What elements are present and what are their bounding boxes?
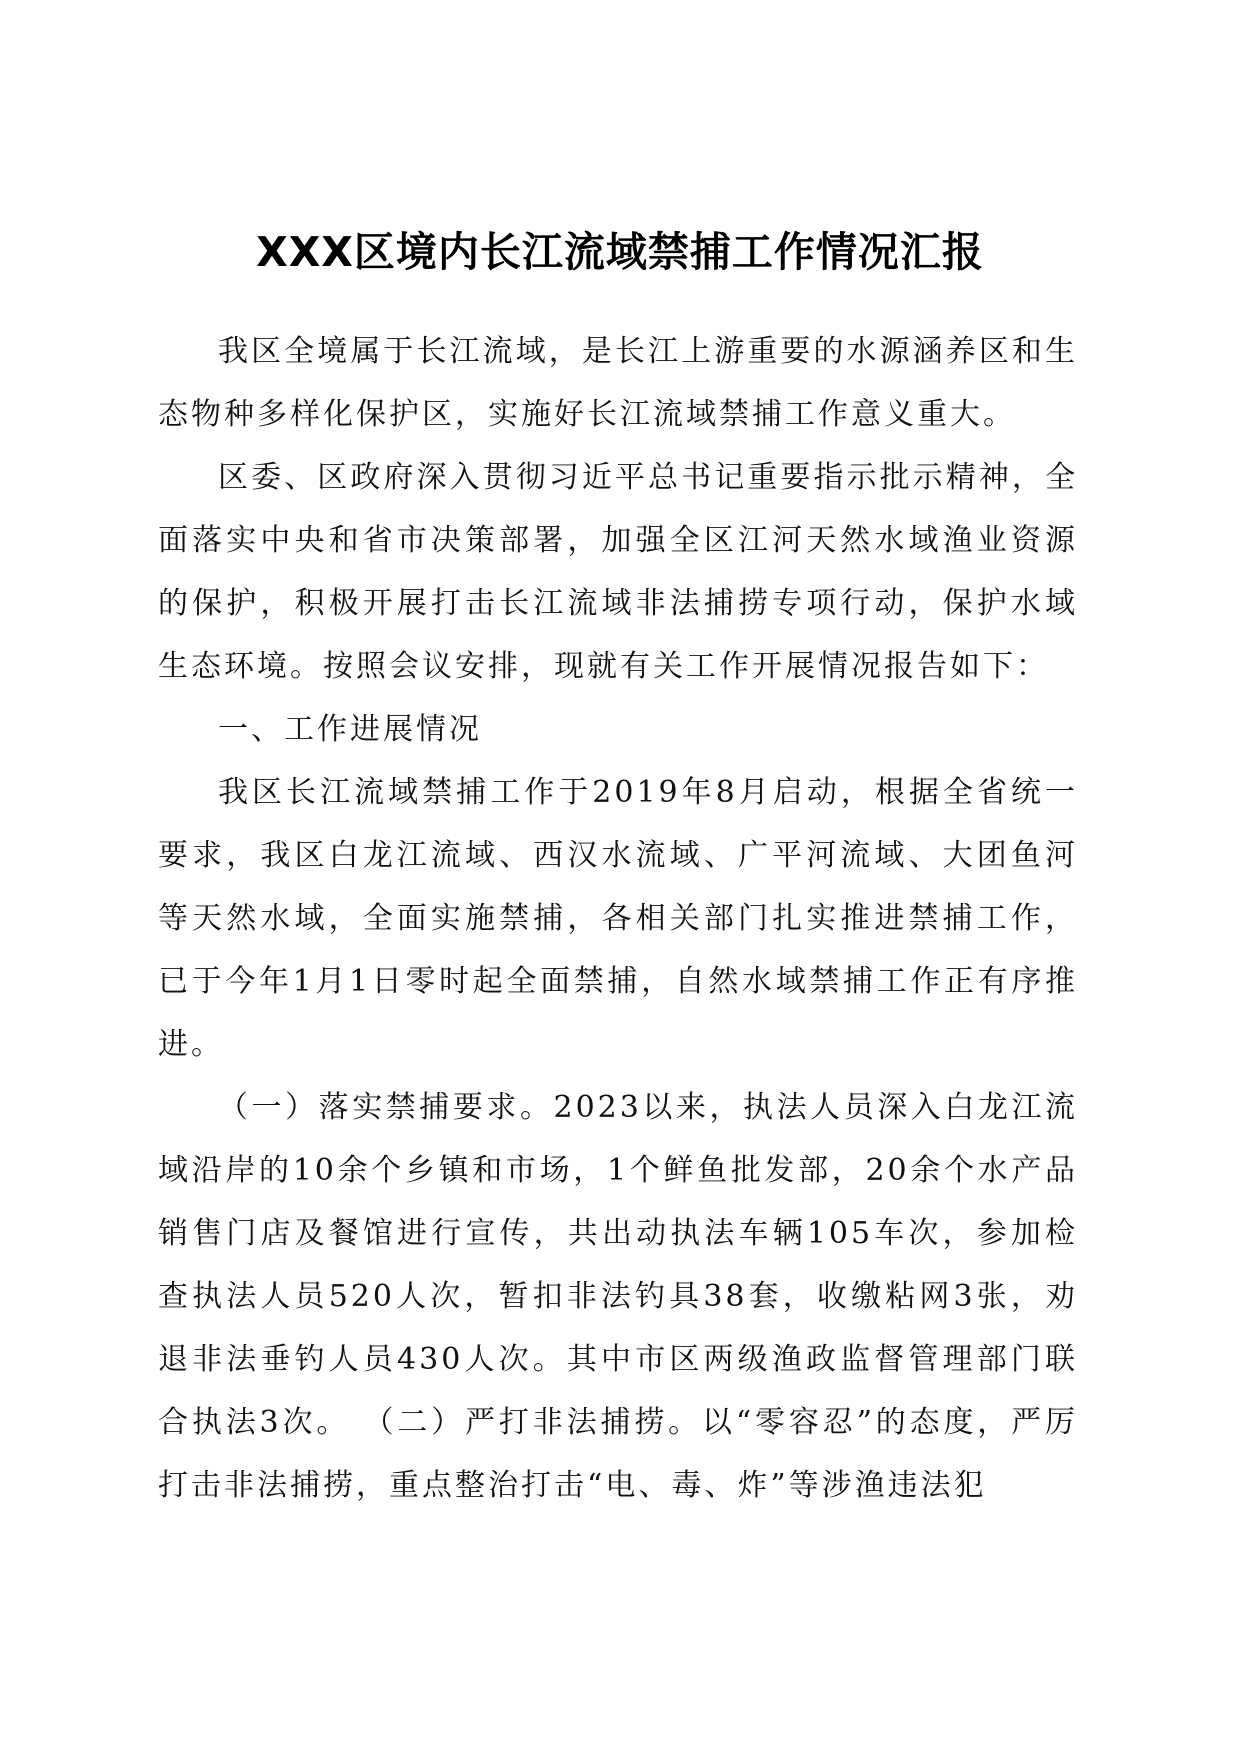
section-heading-progress: 一、工作进展情况: [218, 712, 482, 747]
paragraph-progress: 我区长江流域禁捕工作于2019年8月启动，根据全省统一要求，我区白龙江流域、西汉水流域、广平河流域、大团鱼河等天然水域，全面实施禁捕，各相关部门扎实推进禁捕工作，已于今年1月1日零时起全面禁捕，自然水域禁捕工作正有序推进。: [158, 775, 1078, 1062]
paragraph-overview: 区委、区政府深入贯彻习近平总书记重要指示批示精神，全面落实中央和省市决策部署，加强全区江河天然水域渔业资源的保护，积极开展打击长江流域非法捕捞专项行动，保护水域生态环境。按照会议安排，现就有关工作开展情况报告如下：: [158, 460, 1078, 684]
paragraph-intro: 我区全境属于长江流域，是长江上游重要的水源涵养区和生态物种多样化保护区，实施好长江流域禁捕工作意义重大。: [158, 334, 1078, 432]
document-body: [158, 320, 1078, 1517]
paragraph-enforcement: （一）落实禁捕要求。2023以来，执法人员深入白龙江流域沿岸的10余个乡镇和市场，1个鲜鱼批发部，20余个水产品销售门店及餐馆进行宣传，共出动执法车辆105车次，参加检查执法人员520人次，暂扣非法钓具38套，收缴粘网3张，劝退非法垂钓人员430人次。其中市区两级渔政监督管理部门联合执法3次。 （二）严打非法捕捞。以“零容忍”的态度，严厉打击非法捕捞，重点整治打击“电、毒、炸”等涉渔违法犯: [158, 1090, 1078, 1503]
document-title: XXX区境内长江流域禁捕工作情况汇报: [256, 228, 984, 276]
